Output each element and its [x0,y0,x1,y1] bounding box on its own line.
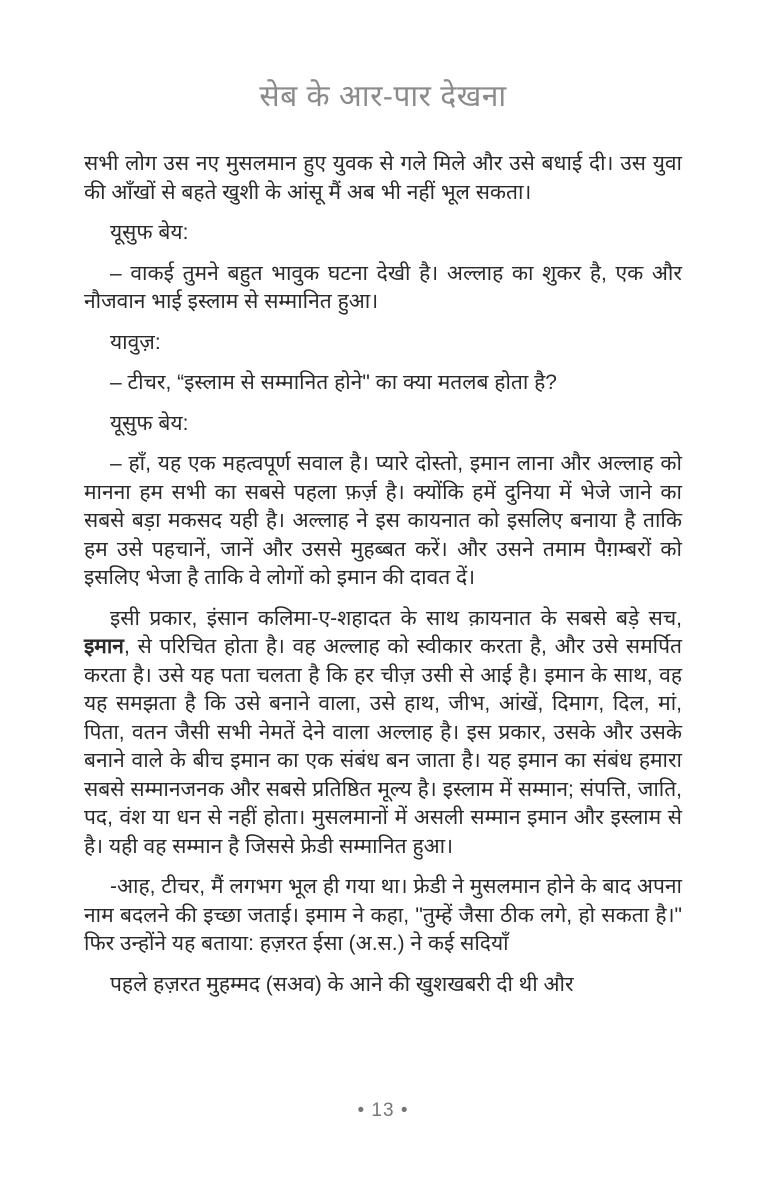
paragraph [84,410,682,439]
paragraph-text: , से परिचित होता है। वह अल्लाह को स्वीकार करता है, और उसे समर्पित करता है। उसे यह पता चलता है कि हर चीज़ उसी से आई है। इमान के साथ, वह यह समझता है कि उसे बनाने वाला, उसे हाथ, जीभ, आंखें, दिमाग, दिल, मां, पिता, वतन जैसी सभी नेमतें देने वाला अल्लाह है। इस प्रकार, उसके और उसके बनाने वाले के बीच इमान का एक संबंध बन जाता है। यह इमान का संबंध हमारा सबसे सम्मानजनक और सबसे प्रतिष्ठित मूल्य है। इस्लाम में सम्मान; संपत्ति, जाति, पद, वंश या धन से नहीं होता। मुसलमानों में असली सम्मान इमान और इस्लाम से है। यही वह सम्मान है जिससे फ्रेडी सम्मानित हुआ। [84,635,682,858]
page-number: • 13 • [357,1100,409,1121]
paragraph [84,605,682,862]
paragraph-text: – वाकई तुमने बहुत भावुक घटना देखी है। अल्लाह का शुकर है, एक और नौजवान भाई इस्लाम से सम्मानित हुआ। [84,261,682,313]
paragraph [84,260,682,317]
paragraph [84,150,682,207]
paragraph-text: -आह, टीचर, मैं लगभग भूल ही गया था। फ्रेडी ने मुसलमान होने के बाद अपना नाम बदलने की इच्छा जताई। इमाम ने कहा, "तुम्हें जैसा ठीक लगे, हो सकता है।" फिर उन्होंने यह बताया: हज़रत ईसा (अ.स.) ने कई सदियाँ [84,875,682,955]
paragraph-text: इसी प्रकार, इंसान कलिमा-ए-शहादत के साथ क़ायनात के सबसे बड़े सच, [110,606,682,630]
paragraph-bold-text: इमान [84,635,124,658]
paragraph [84,450,682,593]
paragraph [84,971,682,1000]
chapter-title: सेब के आर-पार देखना [259,80,507,113]
paragraph-text: यूसुफ बेय: [110,221,189,244]
paragraph-text: यूसुफ बेय: [110,411,189,435]
paragraph-text: – हाँ, यह एक महत्वपूर्ण सवाल है। प्यारे दोस्तो, इमान लाना और अल्लाह को मानना हम सभी का सबसे पहला फ़र्ज़ है। क्योंकि हमें दुनिया में भेजे जाने का सबसे बड़ा मकसद यही है। अल्लाह ने इस कायनात को इसलिए बनाया है ताकि हम उसे पहचानें, जानें और उससे मुहब्बत करें। और उसने तमाम पैग़म्बरों को इसलिए भेजा है ताकि वे लोगों को इमान की दावत दें। [84,452,682,589]
paragraph [84,329,682,358]
paragraph [84,873,682,959]
paragraph-text: सभी लोग उस नए मुसलमान हुए युवक से गले मिले और उसे बधाई दी। उस युवा की आँखों से बहते खुशी के आंसू मैं अब भी नहीं भूल सकता। [84,152,682,204]
paragraph-text: – टीचर, “इस्लाम से सम्मानित होने" का क्या मतलब होता है? [110,371,557,394]
paragraph-text: यावुज़: [110,330,161,354]
paragraph-text: पहले हज़रत मुहम्मद (सअव) के आने की खुशखबरी दी थी और [110,972,574,996]
paragraph [84,219,682,248]
paragraph [84,369,682,398]
body-text [84,150,682,1011]
